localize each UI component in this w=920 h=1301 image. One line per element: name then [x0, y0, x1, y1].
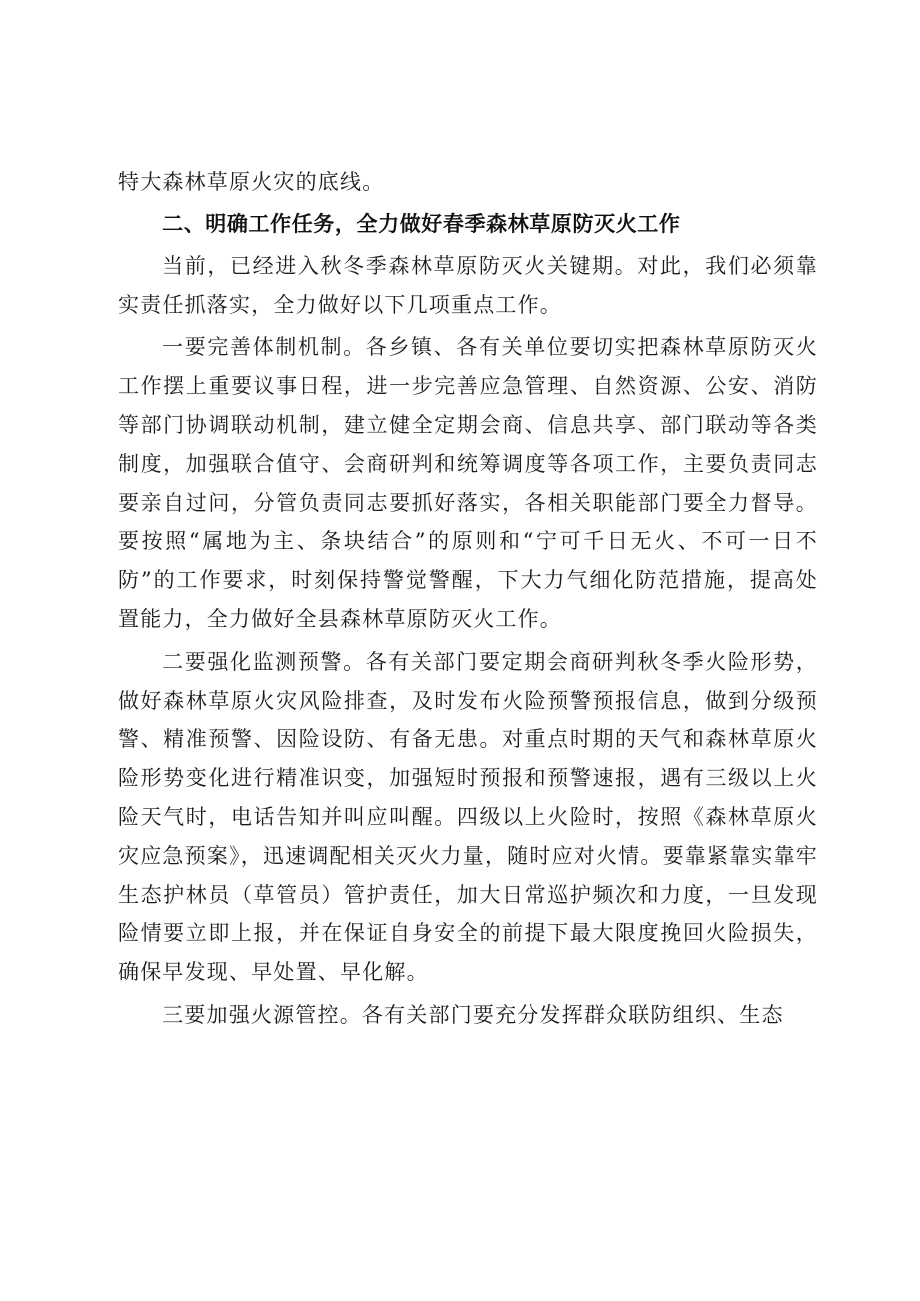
paragraph-intro: 当前，已经进入秋冬季森林草原防灭火关键期。对此，我们必须靠实责任抓落实，全力做好以下几项重点工作。: [118, 253, 818, 317]
section-heading: 二、明确工作任务，全力做好春季森林草原防灭火工作: [162, 211, 681, 236]
paragraph-task-2: 二要强化监测预警。各有关部门要定期会商研判秋冬季火险形势，做好森林草原火灾风险排查，及时发布火险预警预报信息，做到分级预警、精准预警、因险设防、有备无患。对重点时期的天气和森林草原火险形势变化进行精准识变，加强短时预报和预警速报，遇有三级以上火险天气时，电话告知并叫应叫醒。四级以上火险时，按照《森林草原火灾应急预案》，迅速调配相关灭火力量，随时应对火情。要靠紧靠实靠牢生态护林员（草管员）管护责任，加大日常巡护频次和力度，一旦发现险情要立即上报，并在保证自身安全的前提下最大限度挽回火险损失，确保早发现、早处置、早化解。: [118, 649, 818, 985]
document-body: [118, 163, 818, 1035]
paragraph-task-1: 一要完善体制机制。各乡镇、各有关单位要切实把森林草原防灭火工作摆上重要议事日程，进一步完善应急管理、自然资源、公安、消防等部门协调联动机制，建立健全定期会商、信息共享、部门联动等各类制度，加强联合值守、会商研判和统筹调度等各项工作，主要负责同志要亲自过问，分管负责同志要抓好落实，各相关职能部门要全力督导。要按照“属地为主、条块结合”的原则和“宁可千日无火、不可一日不防”的工作要求，时刻保持警觉警醒，下大力气细化防范措施，提高处置能力，全力做好全县森林草原防灭火工作。: [118, 335, 818, 631]
paragraph-continuation: 特大森林草原火灾的底线。: [118, 170, 385, 194]
paragraph-task-3: 三要加强火源管控。各有关部门要充分发挥群众联防组织、生态: [162, 1002, 784, 1027]
